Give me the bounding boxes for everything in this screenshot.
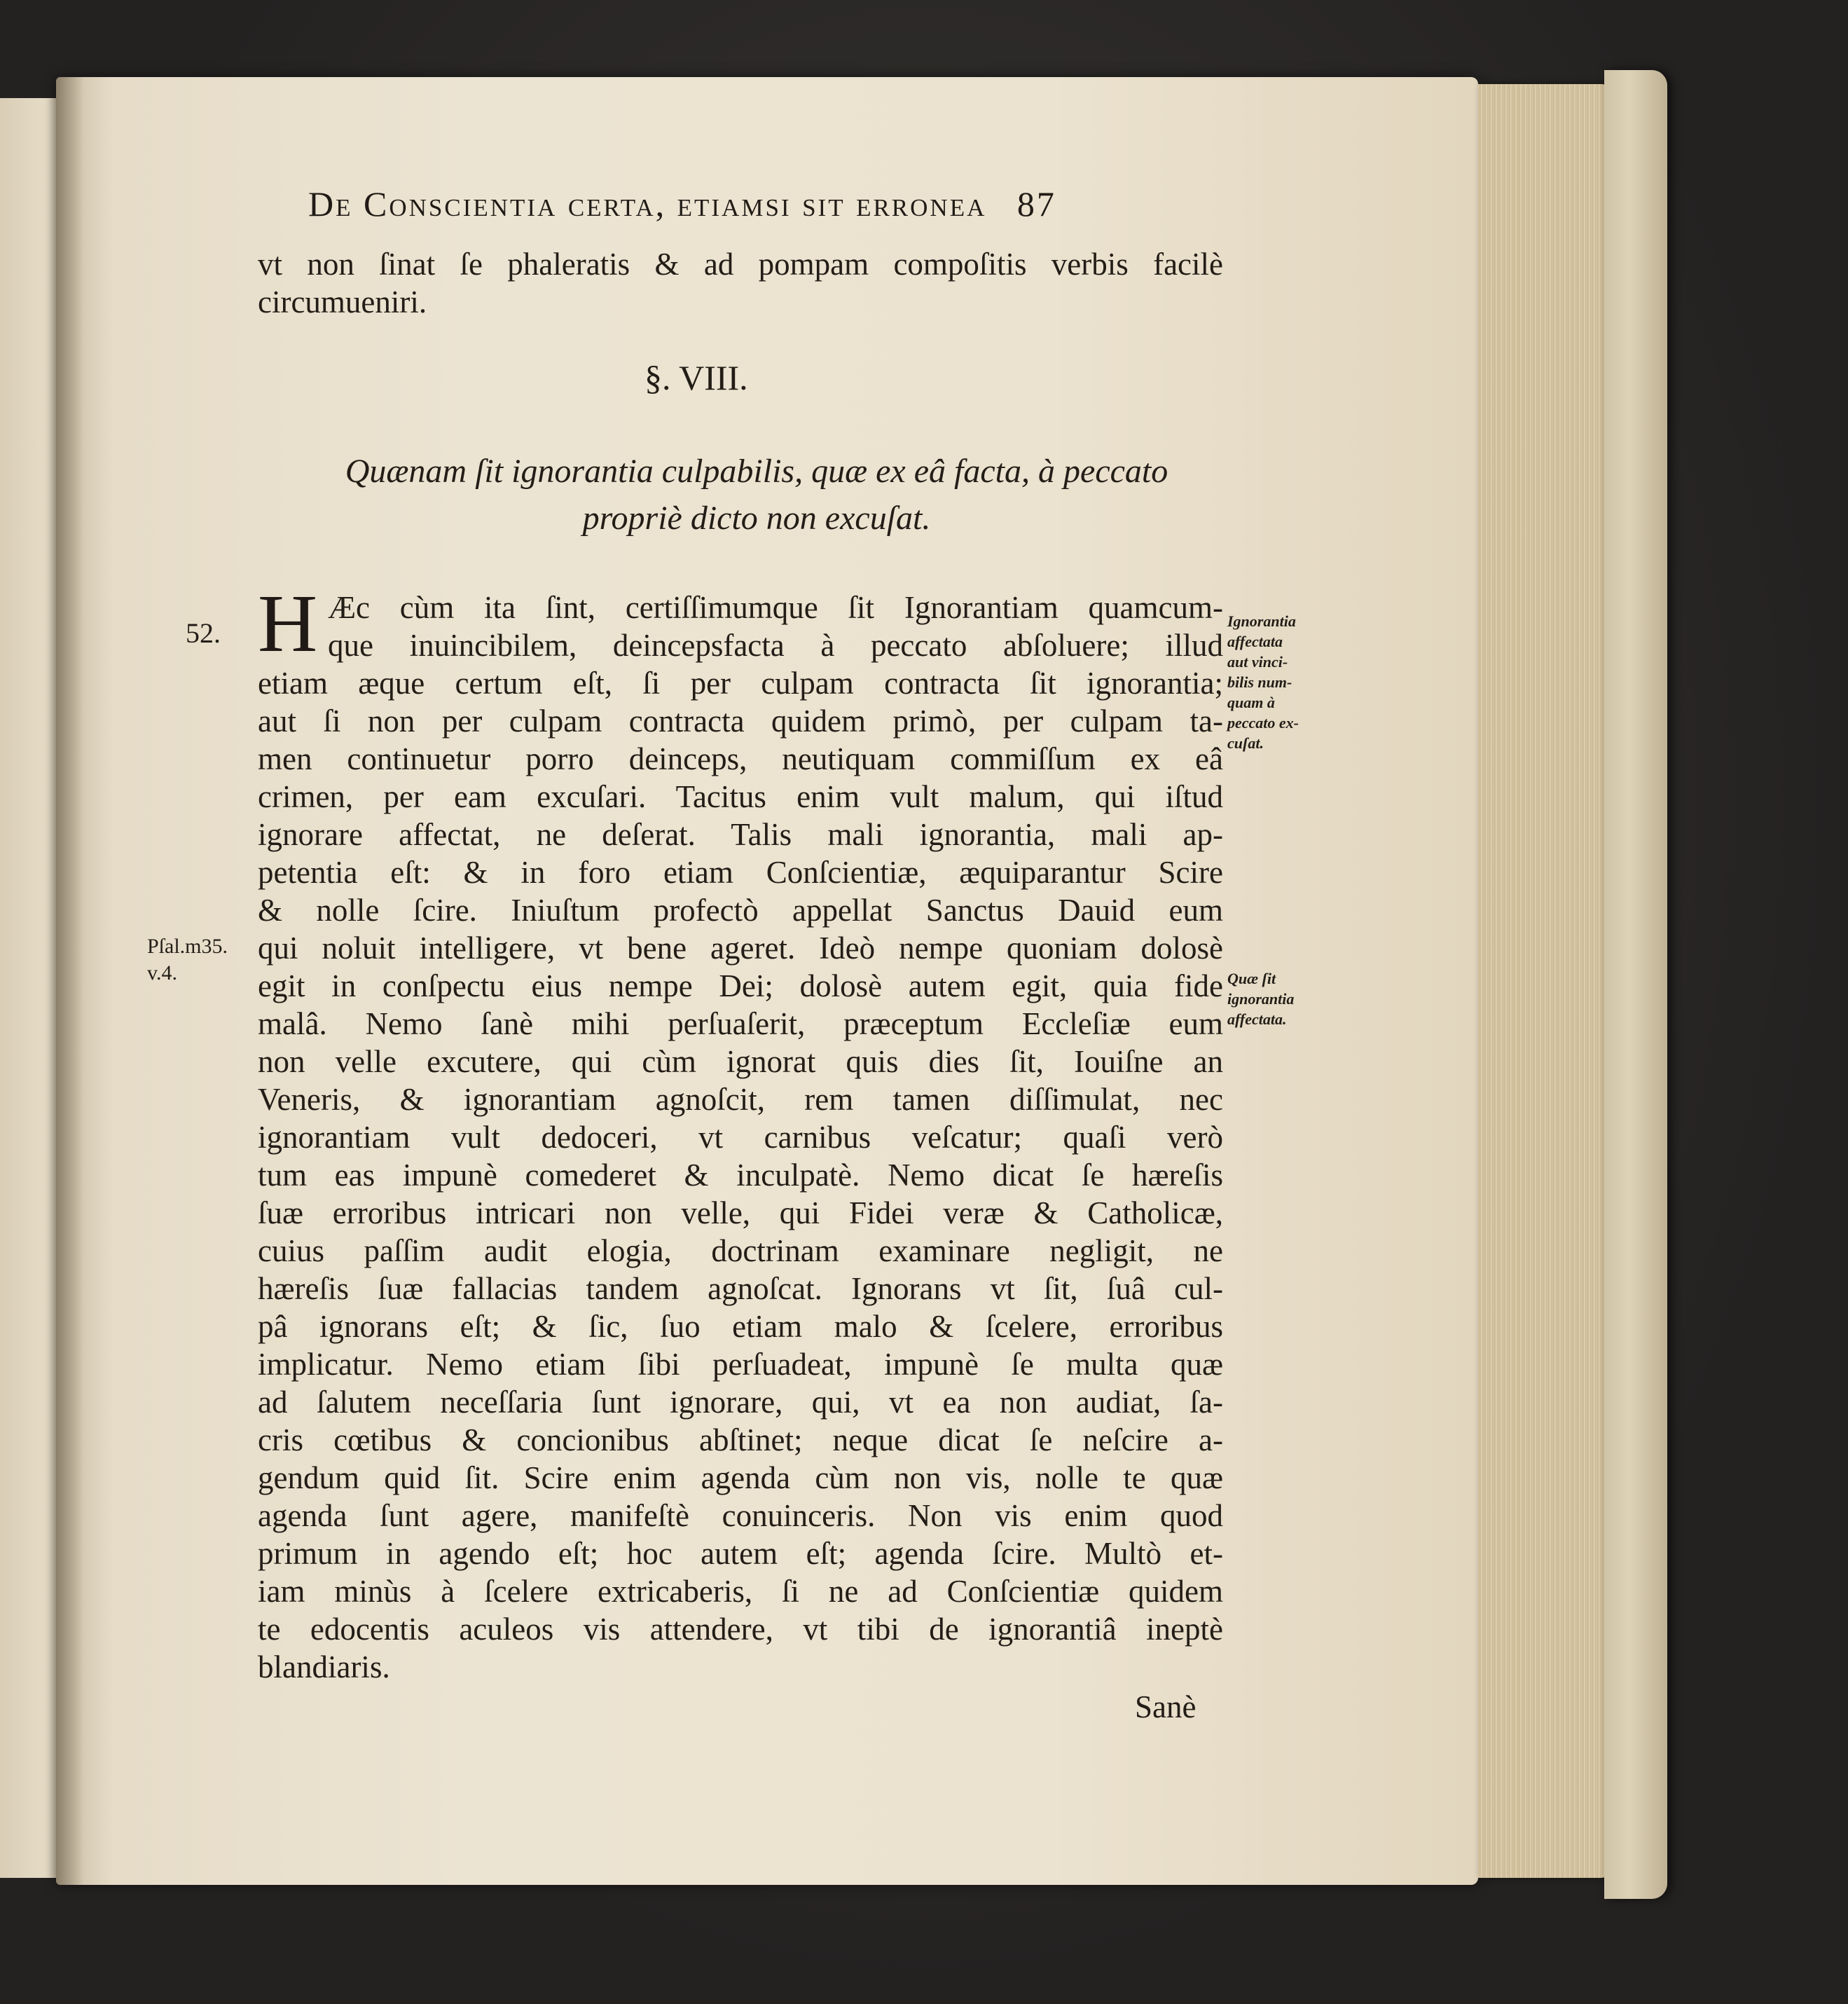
section-title-line-2: propriè dicto non excuſat. (582, 500, 931, 537)
opening-line-2: circumueniri. (258, 284, 427, 320)
margin-note-2-line: ignorantia (1227, 990, 1295, 1008)
body-line-1: Æc cùm ita ſint, certiſſimumque ſit Ignorantiam quamcum- (328, 590, 1223, 625)
body-line-7: ignorare affectat, ne deſerat. Talis mali ignorantia, mali ap- (258, 817, 1223, 852)
body-line-26: primum in agendo eſt; hoc autem eſt; agenda ſcire. Multò et- (258, 1536, 1223, 1571)
body-line-21: implicatur. Nemo etiam ſibi perſuadeat, impunè ſe multa quæ (258, 1347, 1223, 1382)
body-line-16: tum eas impunè comederet & inculpatè. Nemo dicat ſe hæreſis (258, 1158, 1223, 1193)
body-line-20: pâ ignorans eſt; & ſic, ſuo etiam malo & ſcelere, erroribus (258, 1309, 1223, 1344)
margin-note-1-line: peccato ex- (1227, 714, 1299, 732)
body-line-23: cris cœtibus & concionibus abſtinet; neque dicat ſe neſcire a- (258, 1422, 1223, 1457)
body-line-9: & nolle ſcire. Iniuſtum profectò appellat Sanctus Dauid eum (258, 893, 1223, 928)
margin-note-2-line: Quæ ſit (1227, 970, 1276, 987)
paragraph-number: 52. (186, 617, 221, 649)
body-line-22: ad ſalutem neceſſaria ſunt ignorare, qui, vt ea non audiat, ſa- (258, 1385, 1223, 1420)
opening-line-1: vt non ſinat ſe phaleratis & ad pompam compoſitis verbis facilè (258, 247, 1223, 282)
body-line-14: Veneris, & ignorantiam agnoſcit, rem tamen diſſimulat, nec (258, 1082, 1223, 1117)
body-line-10: qui noluit intelligere, vt bene ageret. Ideò nempe quoniam dolosè (258, 931, 1223, 966)
body-line-27: iam minùs à ſcelere extricaberis, ſi ne ad Conſcientiæ quidem (258, 1574, 1223, 1609)
margin-note-1-line: affectata (1227, 633, 1283, 650)
body-line-18: cuius paſſim audit elogia, doctrinam examinare negligit, ne (258, 1233, 1223, 1268)
margin-reference-line-1: Pſal.m35. (147, 935, 228, 958)
section-title-line-1: Quænam ſit ignorantia culpabilis, quæ ex eâ facta, à peccato (345, 453, 1168, 490)
body-line-15: ignorantiam vult dedoceri, vt carnibus veſcatur; quaſi verò (258, 1120, 1223, 1155)
running-header (308, 184, 1233, 224)
body-line-6: crimen, per eam excuſari. Tacitus enim vult malum, qui iſtud (258, 779, 1223, 814)
body-line-17: ſuæ erroribus intricari non velle, qui Fidei veræ & Catholicæ, (258, 1195, 1223, 1230)
margin-note-1-line: aut vinci- (1227, 653, 1288, 671)
catchword: Sanè (1135, 1689, 1197, 1724)
page-block-edge (1478, 84, 1611, 1878)
section-mark: §. VIII. (644, 358, 748, 397)
margin-note-1 (1227, 611, 1332, 753)
body-line-2: que inuincibilem, deincepsfacta à peccato abſoluere; illud (328, 628, 1223, 663)
body-line-19: hæreſis ſuæ fallacias tandem agnoſcat. Ignorans vt ſit, ſuâ cul- (258, 1271, 1223, 1306)
margin-reference-line-2: v.4. (147, 961, 178, 984)
body-line-12: malâ. Nemo ſanè mihi perſuaſerit, præceptum Eccleſiæ eum (258, 1006, 1223, 1041)
margin-note-1-line: cuſat. (1227, 734, 1264, 752)
margin-note-2 (1227, 968, 1332, 1029)
margin-note-1-line: Ignorantia (1227, 612, 1296, 630)
body-line-24: gendum quid ſit. Scire enim agenda cùm non vis, nolle te quæ (258, 1460, 1223, 1495)
body-line-28: te edocentis aculeos vis attendere, vt tibi de ignorantiâ ineptè (258, 1612, 1223, 1647)
page-number: 87 (1016, 184, 1056, 224)
body-line-13: non velle excutere, qui cùm ignorat quis dies ſit, Iouiſne an (258, 1044, 1223, 1079)
body-line-11: egit in conſpectu eius nempe Dei; dolosè autem egit, quia fide (258, 968, 1223, 1003)
page-gutter-shadow (56, 77, 84, 1885)
margin-note-2-line: affectata. (1227, 1010, 1287, 1028)
margin-note-1-line: quam à (1227, 694, 1275, 711)
running-title: De Conscientia certa, etiamsi sit erronea (308, 184, 987, 224)
dropcap: H (258, 577, 318, 669)
body-line-29: blandiaris. (258, 1649, 390, 1684)
body-line-8: petentia eſt: & in foro etiam Conſcientiæ, æquiparantur Scire (258, 855, 1223, 890)
body-line-3: etiam æque certum eſt, ſi per culpam contracta ſit ignorantia; (258, 666, 1223, 701)
body-line-4: aut ſi non per culpam contracta quidem primò, per culpam ta- (258, 704, 1223, 739)
margin-note-1-line: bilis num- (1227, 673, 1292, 691)
book-cover-edge (1604, 70, 1667, 1899)
body-line-25: agenda ſunt agere, manifeſtè conuinceris. Non vis enim quod (258, 1498, 1223, 1533)
body-line-5: men continuetur porro deinceps, neutiquam commiſſum ex eâ (258, 741, 1223, 776)
